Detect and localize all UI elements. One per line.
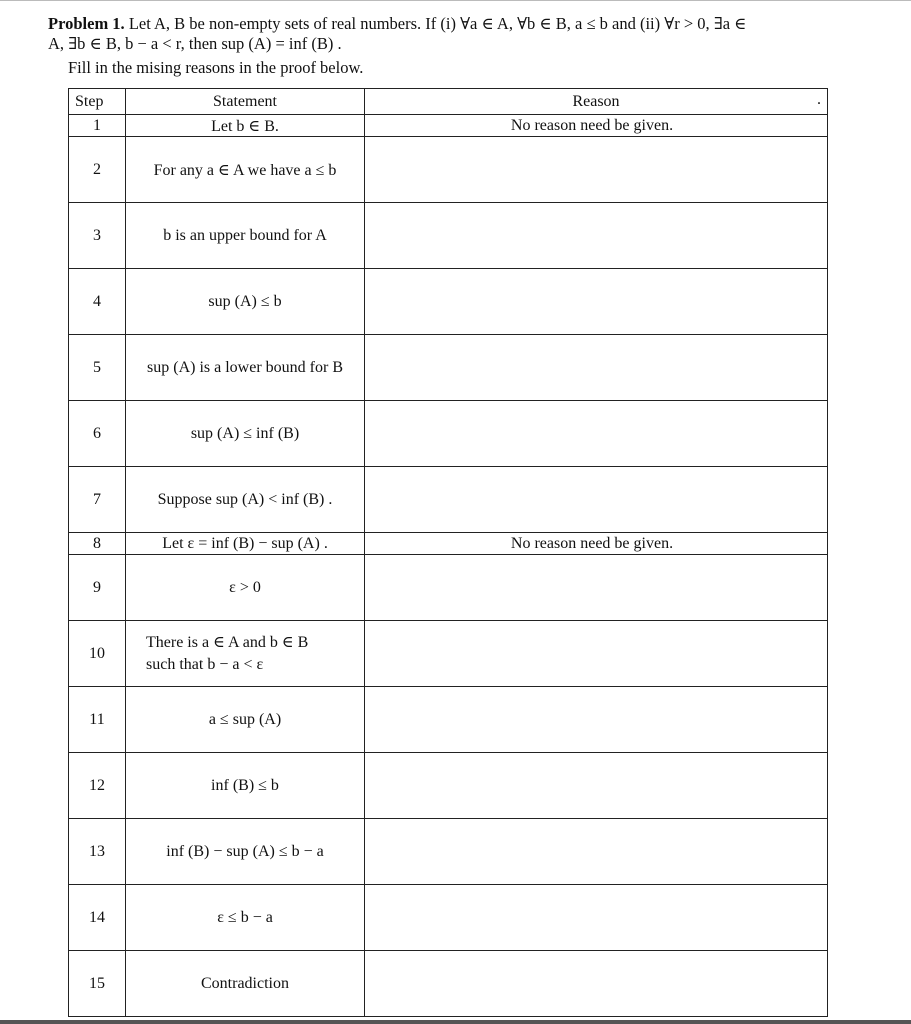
- statement-cell: sup (A) ≤ inf (B): [126, 401, 365, 467]
- proof-table: [68, 88, 828, 1017]
- statement-cell: a ≤ sup (A): [126, 687, 365, 753]
- step-cell: 12: [69, 753, 126, 819]
- statement-cell: inf (B) − sup (A) ≤ b − a: [126, 819, 365, 885]
- reason-cell[interactable]: [365, 137, 828, 203]
- table-row: [69, 753, 828, 819]
- statement-cell: For any a ∈ A we have a ≤ b: [126, 137, 365, 203]
- table-row: [69, 687, 828, 753]
- table-row: [69, 555, 828, 621]
- statement-cell: Contradiction: [126, 951, 365, 1017]
- step-cell: 13: [69, 819, 126, 885]
- reason-cell[interactable]: [365, 687, 828, 753]
- table-row: [69, 137, 828, 203]
- table-row: [69, 203, 828, 269]
- reason-cell[interactable]: [365, 401, 828, 467]
- table-row: [69, 401, 828, 467]
- step-cell: 2: [69, 137, 126, 203]
- reason-cell[interactable]: [365, 203, 828, 269]
- statement-line1: There is a ∈ A and b ∈ B: [146, 633, 309, 651]
- header-reason-label: Reason: [572, 92, 620, 110]
- reason-cell[interactable]: [365, 555, 828, 621]
- header-reason-mark: .: [817, 91, 821, 108]
- table-row: [69, 467, 828, 533]
- table-row: [69, 115, 828, 137]
- reason-cell[interactable]: [365, 269, 828, 335]
- problem-text-line1: Let A, B be non-empty sets of real numbers. If (i) ∀a ∈ A, ∀b ∈ B, a ≤ b and (ii) ∀r > 0, ∃a ∈: [128, 14, 747, 33]
- problem-statement: [48, 14, 878, 54]
- header-reason: [365, 89, 828, 115]
- reason-cell[interactable]: [365, 115, 828, 137]
- header-row: [69, 89, 828, 115]
- table-row: [69, 885, 828, 951]
- problem-label: Problem 1.: [48, 14, 125, 33]
- table-row: [69, 951, 828, 1017]
- bottom-edge: [0, 1020, 911, 1024]
- reason-cell[interactable]: [365, 951, 828, 1017]
- statement-cell: Suppose sup (A) < inf (B) .: [126, 467, 365, 533]
- statement-cell: Let b ∈ B.: [126, 115, 365, 137]
- problem-text-line2: A, ∃b ∈ B, b − a < r, then sup (A) = inf (B) .: [48, 34, 342, 53]
- statement-cell: ε ≤ b − a: [126, 885, 365, 951]
- statement-cell: sup (A) ≤ b: [126, 269, 365, 335]
- statement-cell: sup (A) is a lower bound for B: [126, 335, 365, 401]
- step-cell: 15: [69, 951, 126, 1017]
- statement-cell: inf (B) ≤ b: [126, 753, 365, 819]
- step-cell: 14: [69, 885, 126, 951]
- instruction: Fill in the mising reasons in the proof below.: [68, 58, 364, 77]
- step-cell: 6: [69, 401, 126, 467]
- step-cell: 1: [69, 115, 126, 137]
- header-statement: Statement: [126, 89, 365, 115]
- table-row: [69, 533, 828, 555]
- top-rule: [0, 0, 911, 1]
- header-step: Step: [69, 89, 126, 115]
- reason-cell[interactable]: [365, 621, 828, 687]
- step-cell: 8: [69, 533, 126, 555]
- statement-cell: ε > 0: [126, 555, 365, 621]
- statement-cell: b is an upper bound for A: [126, 203, 365, 269]
- reason-cell[interactable]: [365, 467, 828, 533]
- table-row: [69, 819, 828, 885]
- reason-cell[interactable]: [365, 335, 828, 401]
- statement-line2: such that b − a < ε: [146, 655, 264, 673]
- statement-cell: Let ε = inf (B) − sup (A) .: [126, 533, 365, 555]
- step-cell: 10: [69, 621, 126, 687]
- step-cell: 11: [69, 687, 126, 753]
- reason-text: No reason need be given.: [510, 116, 674, 134]
- reason-text: No reason need be given.: [510, 534, 674, 552]
- step-cell: 3: [69, 203, 126, 269]
- reason-cell[interactable]: [365, 819, 828, 885]
- step-cell: 4: [69, 269, 126, 335]
- step-cell: 9: [69, 555, 126, 621]
- table-row: [69, 335, 828, 401]
- reason-cell[interactable]: [365, 885, 828, 951]
- step-cell: 7: [69, 467, 126, 533]
- reason-cell[interactable]: [365, 753, 828, 819]
- table-row: [69, 269, 828, 335]
- table-row: [69, 621, 828, 687]
- statement-cell: [126, 621, 365, 687]
- step-cell: 5: [69, 335, 126, 401]
- reason-cell[interactable]: [365, 533, 828, 555]
